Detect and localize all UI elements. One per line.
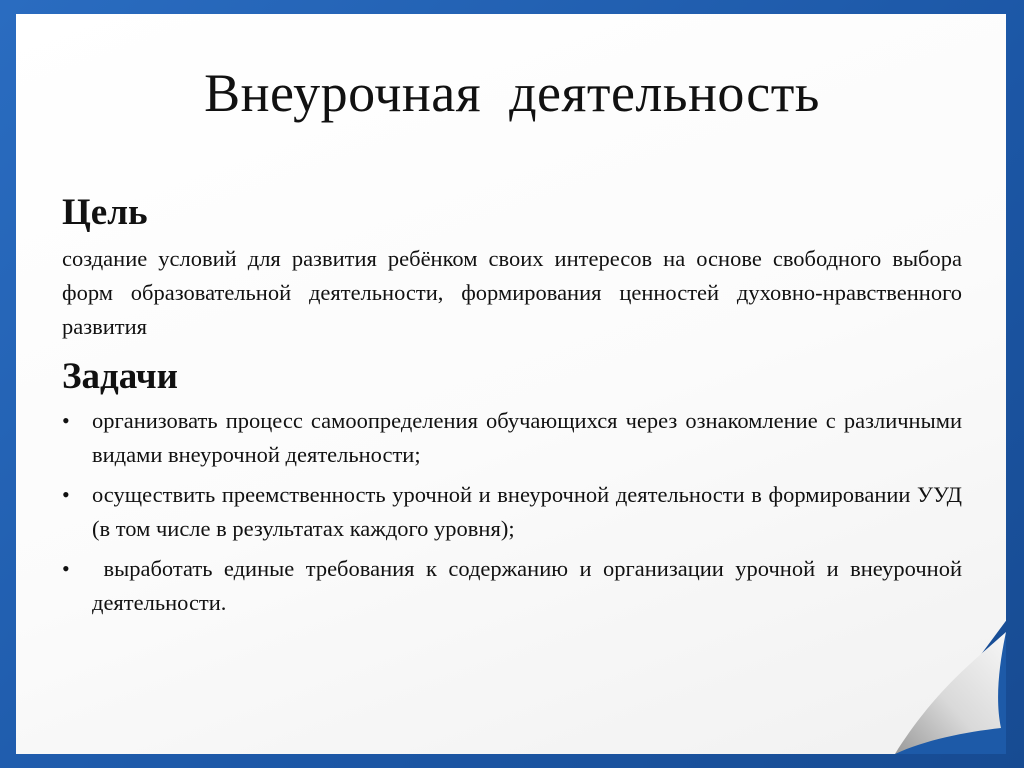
task-item xyxy=(62,404,962,472)
bullet-icon: • xyxy=(62,556,70,581)
bullet-icon: • xyxy=(62,482,70,507)
task-text: выработать единые требования к содержанию и организации урочной и внеурочной деятельности. xyxy=(92,556,974,615)
task-text: организовать процесс самоопределения обучающихся через ознакомление с различными видами внеурочной деятельности; xyxy=(92,408,962,467)
slide-content xyxy=(62,190,974,626)
task-item xyxy=(62,478,962,546)
task-item xyxy=(62,552,974,620)
slide-title: Внеурочная деятельность xyxy=(204,63,820,123)
task-text: осуществить преемственность урочной и внеурочной деятельности в формировании УУД (в том числе в результатах каждого уровня); xyxy=(92,482,962,541)
bullet-icon: • xyxy=(62,408,70,433)
goal-text: создание условий для развития ребёнком своих интересов на основе свободного выбора форм образовательной деятельности, формирования ценностей духовно-нравственного развития xyxy=(62,246,962,339)
tasks-list xyxy=(62,404,974,620)
tasks-heading: Задачи xyxy=(62,356,178,397)
goal-heading: Цель xyxy=(62,192,148,233)
